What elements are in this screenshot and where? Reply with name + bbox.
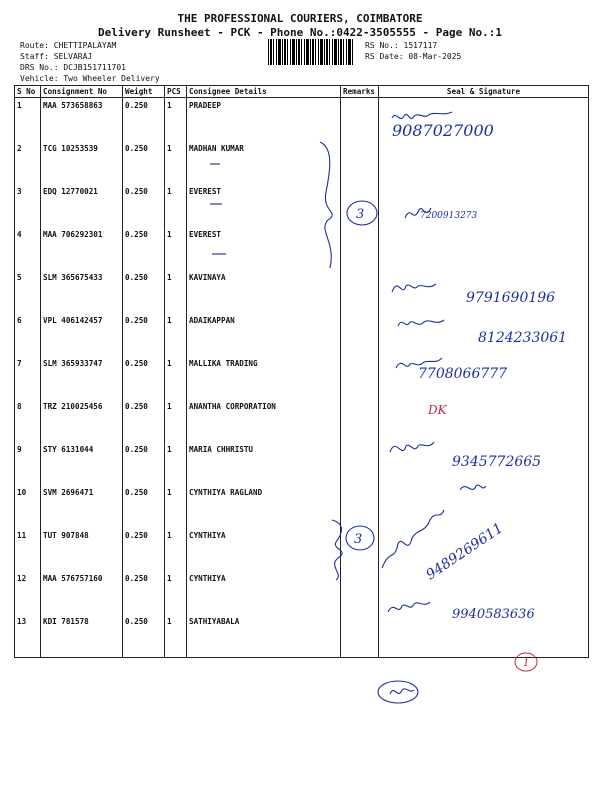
- table-row: [15, 141, 589, 184]
- row-remarks: [341, 528, 379, 571]
- route: Route: CHETTIPALAYAM: [20, 41, 117, 50]
- row-remarks: [341, 98, 379, 142]
- row-signature: [379, 571, 589, 614]
- row-remarks: [341, 270, 379, 313]
- row-consignee: ADAIKAPPAN: [187, 313, 341, 356]
- row-consignee: MALLIKA TRADING: [187, 356, 341, 399]
- row-consignment-no: SLM 365933747: [41, 356, 123, 399]
- phone-13: 9940583636: [452, 607, 535, 622]
- table-row: [15, 227, 589, 270]
- runsheet-subtitle: Delivery Runsheet - PCK - Phone No.:0422-3505555 - Page No.:1: [98, 26, 502, 39]
- row-pcs: 1: [165, 356, 187, 399]
- row-weight: 0.250: [123, 227, 165, 270]
- table-row: [15, 399, 589, 442]
- table-row: [15, 98, 589, 142]
- row-sno: 13: [15, 614, 41, 658]
- row-consignee: MADHAN KUMAR: [187, 141, 341, 184]
- row-pcs: 1: [165, 485, 187, 528]
- row-signature: [379, 313, 589, 356]
- staff: Staff: SELVARAJ: [20, 52, 93, 61]
- row-remarks: [341, 227, 379, 270]
- row-pcs: 1: [165, 184, 187, 227]
- col-weight: Weight: [123, 86, 165, 98]
- row-pcs: 1: [165, 614, 187, 658]
- row-sno: 1: [15, 98, 41, 142]
- row-signature: [379, 141, 589, 184]
- row-remarks: [341, 184, 379, 227]
- row-weight: 0.250: [123, 571, 165, 614]
- phone-6: 8124233061: [478, 330, 568, 346]
- row-consignment-no: TCG 10253539: [41, 141, 123, 184]
- col-consignment: Consignment No: [41, 86, 123, 98]
- row-consignee: ANANTHA CORPORATION: [187, 399, 341, 442]
- row-consignment-no: TRZ 210025456: [41, 399, 123, 442]
- row-signature: [379, 399, 589, 442]
- row-sno: 12: [15, 571, 41, 614]
- row-signature: [379, 356, 589, 399]
- row-remarks: [341, 442, 379, 485]
- row-remarks: [341, 571, 379, 614]
- row-sno: 3: [15, 184, 41, 227]
- col-remarks: Remarks: [341, 86, 379, 98]
- rs-number: RS No.: 1517117: [365, 41, 438, 50]
- col-signature: Seal & Signature: [379, 86, 589, 98]
- row-signature: [379, 485, 589, 528]
- row-weight: 0.250: [123, 442, 165, 485]
- col-pcs: PCS: [165, 86, 187, 98]
- row-consignee: EVEREST: [187, 184, 341, 227]
- row-consignee: KAVINAYA: [187, 270, 341, 313]
- row-sno: 10: [15, 485, 41, 528]
- row-signature: [379, 184, 589, 227]
- barcode: [268, 39, 354, 65]
- row-signature: [379, 98, 589, 142]
- row-consignee: SATHIYABALA: [187, 614, 341, 658]
- row-pcs: 1: [165, 442, 187, 485]
- row-signature: [379, 528, 589, 571]
- row-remarks: [341, 313, 379, 356]
- row-weight: 0.250: [123, 141, 165, 184]
- row-consignment-no: TUT 907848: [41, 528, 123, 571]
- table-row: [15, 184, 589, 227]
- row-sno: 6: [15, 313, 41, 356]
- row-consignment-no: VPL 406142457: [41, 313, 123, 356]
- row-pcs: 1: [165, 227, 187, 270]
- row-consignee: PRADEEP: [187, 98, 341, 142]
- page-mark: 1: [523, 658, 530, 669]
- row-consignment-no: SLM 365675433: [41, 270, 123, 313]
- drs-number: DRS No.: DCJB151711701: [20, 63, 126, 72]
- row-remarks: [341, 356, 379, 399]
- row-pcs: 1: [165, 528, 187, 571]
- row-consignment-no: EDQ 12770021: [41, 184, 123, 227]
- row-consignee: CYNTHIYA: [187, 571, 341, 614]
- row-remarks: [341, 614, 379, 658]
- row-sno: 7: [15, 356, 41, 399]
- row-weight: 0.250: [123, 98, 165, 142]
- row-consignment-no: STY 6131044: [41, 442, 123, 485]
- table-row: [15, 485, 589, 528]
- stamp-circle: [378, 681, 418, 703]
- row-weight: 0.250: [123, 184, 165, 227]
- mark-row-8: DK: [428, 403, 447, 417]
- row-consignee: CYNTHIYA: [187, 528, 341, 571]
- phone-1: 9087027000: [392, 121, 494, 140]
- table-row: [15, 356, 589, 399]
- row-sno: 2: [15, 141, 41, 184]
- row-consignment-no: SVM 2696471: [41, 485, 123, 528]
- table-row: [15, 313, 589, 356]
- vehicle: Vehicle: Two Wheeler Delivery: [20, 74, 160, 83]
- phone-7: 7708066777: [418, 366, 508, 382]
- company-name: THE PROFESSIONAL COURIERS, COIMBATORE: [177, 12, 423, 25]
- bracket-a-count: 3: [356, 207, 365, 222]
- row-signature: [379, 270, 589, 313]
- phone-10: 9489269611: [423, 520, 507, 584]
- table-row: [15, 442, 589, 485]
- phone-5: 9791690196: [466, 290, 556, 306]
- row-consignee: EVEREST: [187, 227, 341, 270]
- row-pcs: 1: [165, 571, 187, 614]
- row-weight: 0.250: [123, 485, 165, 528]
- row-signature: [379, 227, 589, 270]
- row-pcs: 1: [165, 141, 187, 184]
- table-header-row: [15, 86, 589, 98]
- rs-date: RS Date: 08-Mar-2025: [365, 52, 462, 61]
- row-sno: 8: [15, 399, 41, 442]
- col-consignee: Consignee Details: [187, 86, 341, 98]
- row-weight: 0.250: [123, 313, 165, 356]
- phone-3: 7200913273: [420, 211, 478, 221]
- row-pcs: 1: [165, 270, 187, 313]
- row-signature: [379, 442, 589, 485]
- row-pcs: 1: [165, 313, 187, 356]
- row-remarks: [341, 399, 379, 442]
- row-sno: 9: [15, 442, 41, 485]
- row-weight: 0.250: [123, 270, 165, 313]
- row-sno: 11: [15, 528, 41, 571]
- row-pcs: 1: [165, 399, 187, 442]
- row-consignment-no: MAA 573658863: [41, 98, 123, 142]
- table-row: [15, 528, 589, 571]
- row-consignment-no: KDI 781578: [41, 614, 123, 658]
- row-pcs: 1: [165, 98, 187, 142]
- row-consignment-no: MAA 576757160: [41, 571, 123, 614]
- row-remarks: [341, 141, 379, 184]
- runsheet-table: [14, 85, 589, 658]
- phone-9: 9345772665: [452, 454, 542, 470]
- row-weight: 0.250: [123, 528, 165, 571]
- row-weight: 0.250: [123, 399, 165, 442]
- bracket-b-count: 3: [354, 532, 363, 547]
- table-row: [15, 270, 589, 313]
- row-consignee: MARIA CHHRISTU: [187, 442, 341, 485]
- row-signature: [379, 614, 589, 658]
- row-consignment-no: MAA 706292301: [41, 227, 123, 270]
- row-sno: 4: [15, 227, 41, 270]
- row-consignee: CYNTHIYA RAGLAND: [187, 485, 341, 528]
- table-row: [15, 614, 589, 658]
- col-sno: S No: [15, 86, 41, 98]
- table-row: [15, 571, 589, 614]
- row-sno: 5: [15, 270, 41, 313]
- stamp-scribble: [390, 689, 414, 694]
- row-weight: 0.250: [123, 614, 165, 658]
- row-remarks: [341, 485, 379, 528]
- row-weight: 0.250: [123, 356, 165, 399]
